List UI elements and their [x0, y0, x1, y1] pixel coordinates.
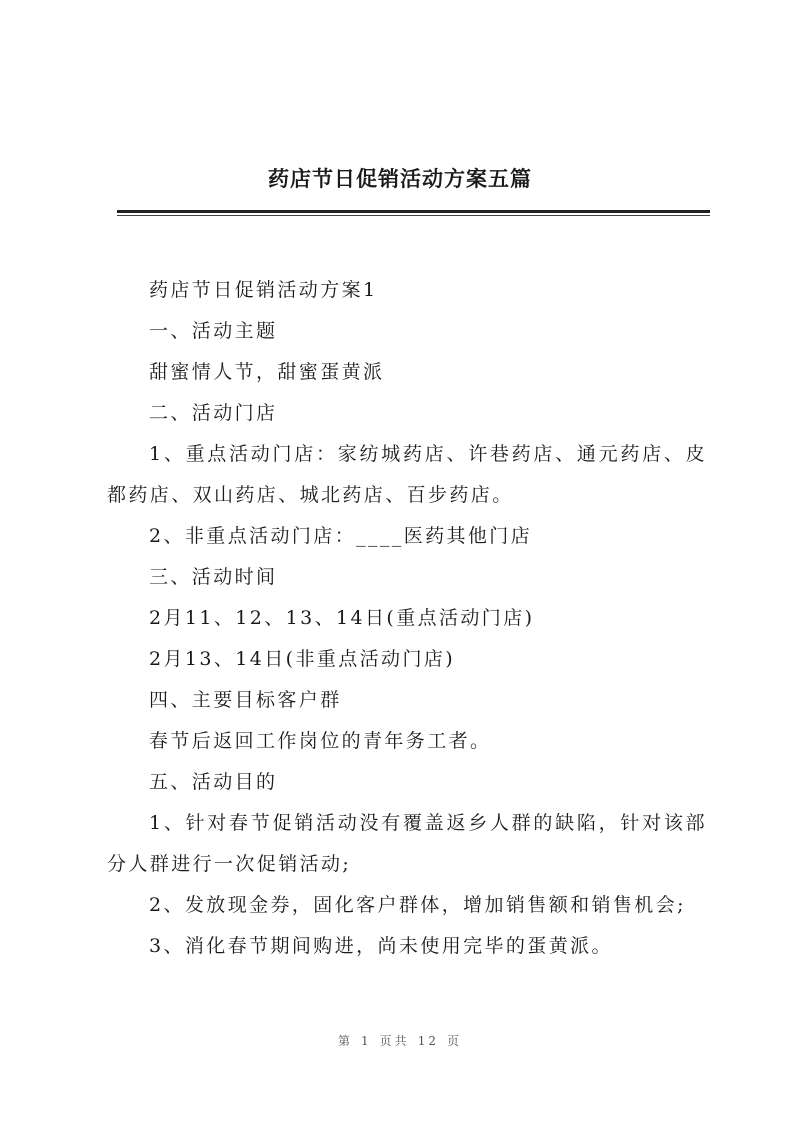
paragraph-goal-1: 1、针对春节促销活动没有覆盖返乡人群的缺陷，针对该部分人群进行一次促销活动;	[107, 812, 707, 875]
paragraph-key-stores: 1、重点活动门店：家纺城药店、许巷药店、通元药店、皮都药店、双山药店、城北药店、百步药店。	[107, 443, 707, 506]
paragraph-time-key: 2月11、12、13、14日(重点活动门店)	[149, 607, 535, 629]
footer-prefix: 第	[338, 1034, 354, 1048]
paragraph-section-goals: 五、活动目的	[149, 771, 278, 793]
paragraph-plan-heading: 药店节日促销活动方案1	[149, 279, 378, 301]
paragraph-customers-text: 春节后返回工作岗位的青年务工者。	[149, 730, 492, 752]
footer-current-page: 1	[361, 1034, 372, 1048]
paragraph-time-other: 2月13、14日(非重点活动门店)	[149, 648, 456, 670]
footer-suffix: 页	[446, 1034, 462, 1048]
paragraph-section-time: 三、活动时间	[149, 566, 278, 588]
paragraph-section-theme: 一、活动主题	[149, 320, 278, 342]
paragraph-goal-2: 2、发放现金券，固化客户群体，增加销售额和销售机会;	[149, 894, 686, 916]
paragraph-section-stores: 二、活动门店	[149, 402, 278, 424]
footer-middle: 页共	[379, 1034, 410, 1048]
page-footer	[0, 1032, 800, 1049]
document-title: 药店节日促销活动方案五篇	[268, 166, 532, 191]
paragraph-other-stores: 2、非重点活动门店：____医药其他门店	[149, 525, 533, 547]
paragraph-theme-text: 甜蜜情人节，甜蜜蛋黄派	[149, 361, 385, 383]
document-body	[107, 270, 707, 967]
title-underline-thick	[117, 210, 710, 213]
title-underline-thin	[117, 215, 710, 216]
footer-total-pages: 12	[417, 1034, 439, 1048]
paragraph-section-customers: 四、主要目标客户群	[149, 689, 342, 711]
paragraph-goal-3: 3、消化春节期间购进，尚未使用完毕的蛋黄派。	[149, 935, 613, 957]
